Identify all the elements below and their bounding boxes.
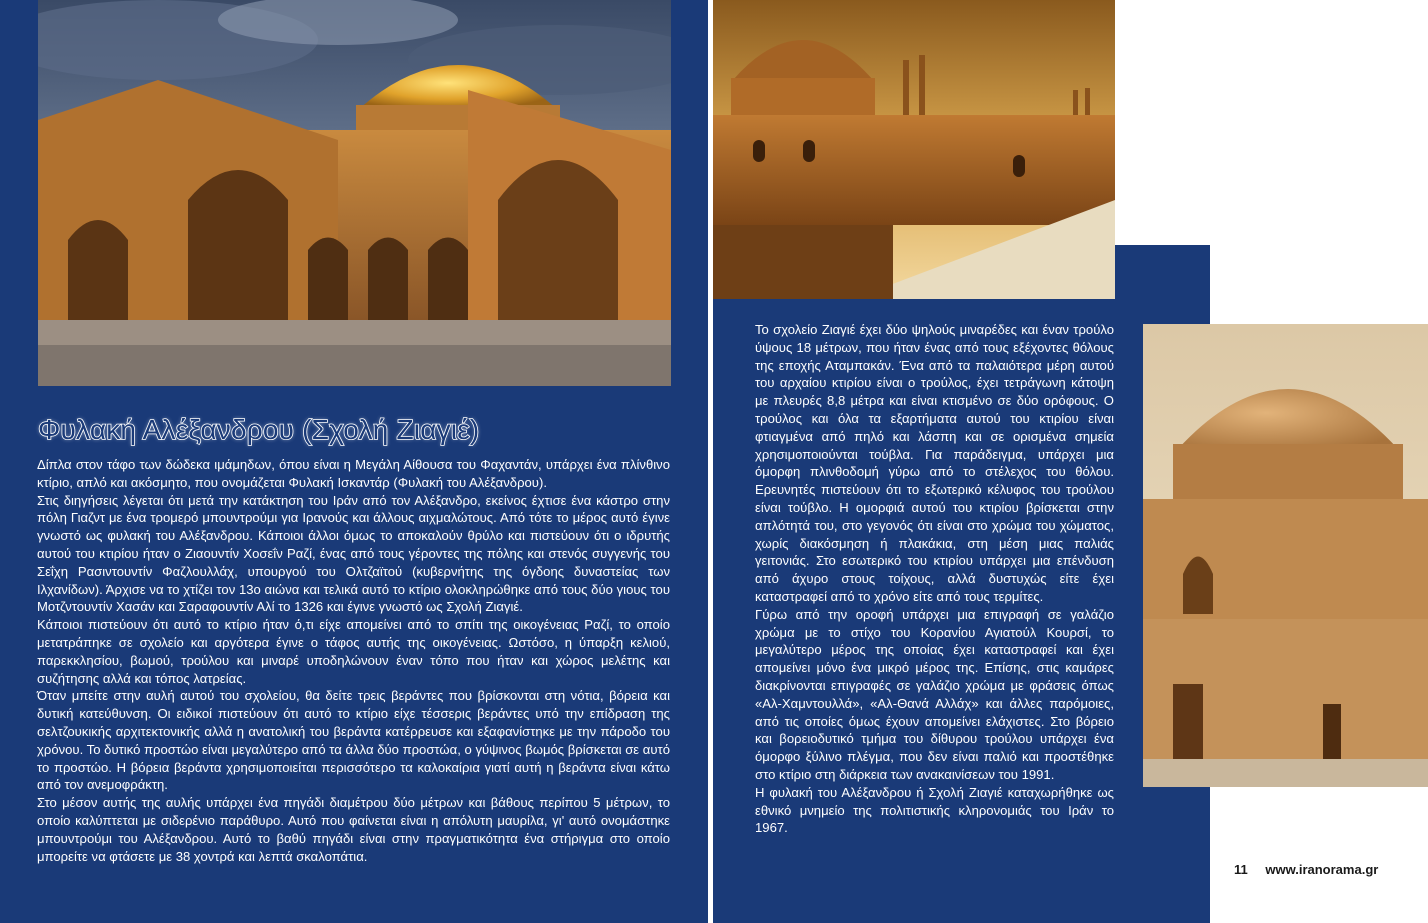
right-paragraph: Γύρω από την οροφή υπάρχει μια επιγραφή σε γαλάζιο χρώμα με το στίχο του Κορανίου Αγιατούλ Κουρσί, το μεγαλύτερο μέρος της οποίας έχει καταστραφεί και έχει απομείνει μόνο ένα μικρό μέρος της. Επίσης, στις καμάρες διακρίνονται επιγραφές σε γαλάζιο χρώμα με φράσεις όπως «Αλ-Χαμντουλλά», «Αλ-Θανά Αλλάχ» και άλλες παρόμοιες, από τις οποίες όμως έχουν απομείνει ελάχιστες. Στο βόρειο και βορειοδυτικό τμήμα του δίθυρου τρούλου υπάρχει ένα όμορφο ξύλινο πλέγμα, που δεν είναι παλιό και προστέθηκε στο κτίριο στη διάρκεια των ανακαινίσεων του 1991. xyxy=(755,606,1114,782)
left-paragraph: Στο μέσον αυτής της αυλής υπάρχει ένα πηγάδι διαμέτρου δύο μέτρων και βάθους περίπου 5 μέτρων, το οποίο καλύπτεται με σιδερένιο παράθυρο. Αυτό που φαίνεται είναι η απόλυτη μαυρίλα, γι' αυτό ονομάστηκε μπουντρούμι του Αλέξανδρου. Αυτό το βαθύ πηγάδι είναι στην πραγματικότητα ένα στήριγμα στο οποίο μπορείτε να φτάσετε με 38 χοντρά και λεπτά σκαλοπάτια. xyxy=(37,795,670,864)
courtyard-photo xyxy=(38,0,671,386)
left-paragraph: Κάποιοι πιστεύουν ότι αυτό το κτίριο ήταν ό,τι είχε απομείνει από το σπίτι της οικογένειας Ραζί, το οποίο μετατράπηκε σε σχολείο και αργότερα έγινε ο τάφος αυτής της οικογένειας. Ωστόσο, η ύπαρξη κελιού, παρεκκλησίου, βωμού, τρούλου και μιναρέ υποδηλώνουν έναν τόπο που ήταν και χώρος μελέτης και συζήτησης αλλά και τόπος λατρείας. xyxy=(37,617,670,686)
right-paragraph: Το σχολείο Ζιαγιέ έχει δύο ψηλούς μιναρέδες και έναν τρούλο ύψους 18 μέτρων, που ήταν ένας από τους εξέχοντες θόλους της εποχής Αταμπακάν. Ένα από τα παλαιότερα μέρη αυτού του αρχαίου κτιρίου είναι ο τρούλος, έχει τετράγωνη κάτοψη με πλευρές 8,8 μέτρα και είναι κτισμένο σε δύο ορόφους. Ο τρούλος και όλα τα εξαρτήματα αυτού του κτιρίου είναι φτιαγμένα από πηλό και λάσπη και σε ορισμένα σημεία χρησιμοποιούνται τούβλα. Για παράδειγμα, υπάρχει μια όμορφη πλινθοδομή γύρω από το στέλεχος του θόλου. Ερευνητές πιστεύουν ότι το εξωτερικό κέλυφος του τρούλου είναι τούβλο. Η ομορφιά αυτού του κτιρίου βρίσκεται στην απλότητά του, στο γεγονός ότι είναι στο χρώμα του χώματος, χωρίς διακόσμηση ή πλακάκια, στη μέση μιας παλιάς γειτονιάς. Στο εσωτερικό του κτιρίου υπάρχει μια επένδυση από άχυρο στους τοίχους, αλλά δυστυχώς είτε έχει καταστραφεί από το χρόνο είτε από τους τερμίτες. xyxy=(755,322,1114,604)
page-footer xyxy=(1234,862,1394,877)
domes-minarets-photo xyxy=(713,0,1115,299)
left-paragraph: Στις διηγήσεις λέγεται ότι μετά την κατάκτηση του Ιράν από τον Αλέξανδρο, εκείνος έχτισε ένα κάστρο στην πόλη Γιαζντ με ένα τρομερό μπουντρούμι για Ιρανούς και άλλους αιχμαλώτους. Από τότε το μέρος αυτό έγινε γνωστό ως φυλακή του Αλέξανδρου. Κάποιοι άλλοι όμως το αποκαλούν θρύλο και πιστεύουν ότι ο ιδρυτής αυτού του κτιρίου ήταν ο Ζιαουντίν Χοσεΐν Ραζί, ένας από τους γέροντες της πόλης και στενός συγγενής του Σεΐχη Ρασιντουντίν Φαζλουλλάχ, υπουργού του Ολτζαϊτού (κυβερνήτης της όγδοης δυναστείας των Ιλχανίδων). Άρχισε να το χτίζει τον 13ο αιώνα και τελικά αυτό το κτίριο ολοκληρώθηκε από τους δύο γιους του Μοτζντουντίν Χασάν και Σαραφουντίν Αλί το 1326 και έγινε γνωστό ως Σχολή Ζιαγιέ. xyxy=(37,492,670,615)
dome-tower-photo xyxy=(1143,324,1428,787)
page-title: Φυλακή Αλέξανδρου (Σχολή Ζιαγιέ) xyxy=(38,413,480,445)
right-article-text xyxy=(755,321,1114,837)
left-article-text xyxy=(37,456,670,865)
website-link[interactable]: www.iranorama.gr xyxy=(1265,862,1379,877)
left-paragraph: Όταν μπείτε στην αυλή αυτού του σχολείου, θα δείτε τρεις βεράντες που βρίσκονται στη νότια, βόρεια και δυτική κατεύθυνση. Οι ειδικοί πιστεύουν ότι αυτό το κτίριο είχε τέσσερις βεράντες υπό την επίδραση της σελτζουκικής αρχιτεκτονικής αλλά η ανατολική του βεράντα κατέρρευσε και εξαφανίστηκε με την πάροδο του χρόνου. Το δυτικό προστώο είναι μεγαλύτερο από τα άλλα δύο προστώα, ο γύψινος βωμός βρίσκεται σε αυτό το προστώο. Η βόρεια βεράντα χρησιμοποιείται περισσότερο τα καλοκαίρια γιατί αυτή η βεράντα είναι κάτω από τον ανεμοφράκτη. xyxy=(37,688,670,793)
left-paragraph: Δίπλα στον τάφο των δώδεκα ιμάμηδων, όπου είναι η Μεγάλη Αίθουσα του Φαχαντάν, υπάρχει ένα πλίνθινο κτίριο, απλό και ακόσμητο, που ονομάζεται Φυλακή Ισκαντάρ (Φυλακή του Αλέξανδρου). xyxy=(37,457,670,490)
right-paragraph: Η φυλακή του Αλέξανδρου ή Σχολή Ζιαγιέ καταχωρήθηκε ως εθνικό μνημείο της πολιτιστικής κληρονομιάς του Ιράν το 1967. xyxy=(755,784,1114,836)
page-number: 11 xyxy=(1234,862,1248,877)
